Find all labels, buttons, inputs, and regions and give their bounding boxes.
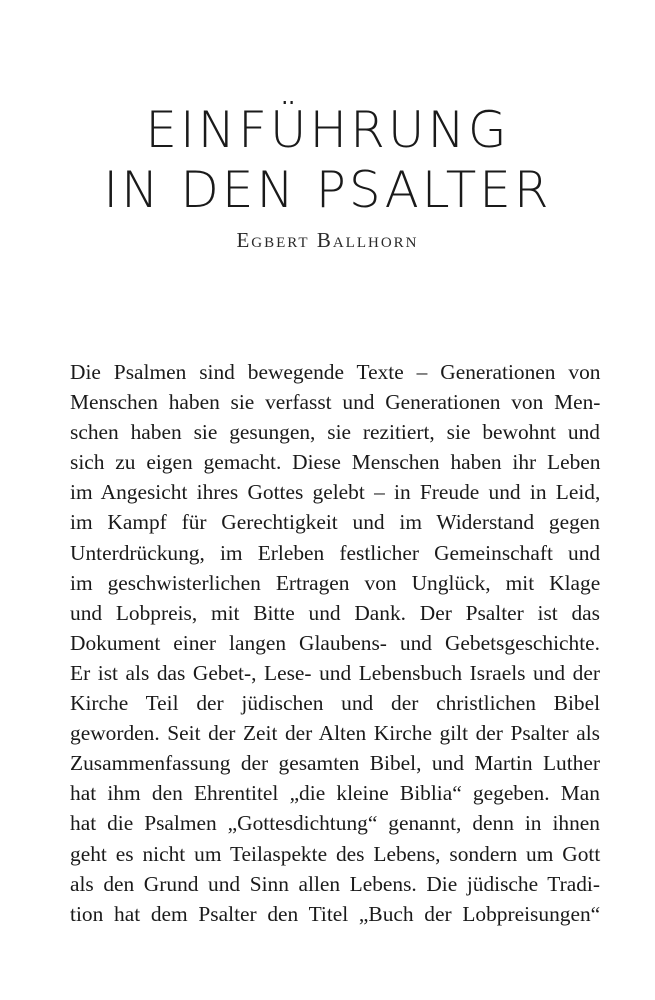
text-line: geworden. Seit der Zeit der Alten Kirche gilt der Psalter als [70, 721, 600, 746]
text-line: Er ist als das Gebet-, Lese- und Lebensbuch Israels und der [70, 660, 600, 685]
text-line: Menschen haben sie verfasst und Generationen von Men- [70, 390, 601, 415]
text-line: und Lobpreis, mit Bitte und Dank. Der Psalter ist das [70, 600, 600, 625]
text-line: Kirche Teil der jüdischen und der christlichen Bibel [70, 691, 601, 716]
text-line: schen haben sie gesungen, sie rezitiert, sie bewohnt und [70, 420, 600, 445]
text-line: Dokument einer langen Glaubens- und Gebetsgeschichte. [70, 630, 600, 655]
author-name: Egbert Ballhorn [236, 228, 419, 252]
text-line: im Kampf für Gerechtigkeit und im Widerstand gegen [70, 510, 600, 535]
body-paragraph [70, 357, 600, 929]
chapter-title-line-1: EINFÜHRUNG [145, 101, 510, 159]
text-line: als den Grund und Sinn allen Lebens. Die jüdische Tradi- [70, 871, 600, 896]
text-line: Die Psalmen sind bewegende Texte – Generationen von [70, 360, 601, 384]
text-line: hat die Psalmen „Gottesdichtung“ genannt, denn in ihnen [70, 811, 600, 836]
text-line: tion hat dem Psalter den Titel „Buch der Lobpreisungen“ [70, 901, 601, 926]
text-line: Unterdrückung, im Erleben festlicher Gemeinschaft und [70, 540, 601, 565]
text-line: hat ihm den Ehrentitel „die kleine Biblia“ gegeben. Man [70, 781, 600, 806]
text-line: Zusammenfassung der gesamten Bibel, und Martin Luther [70, 751, 600, 776]
chapter-title [0, 100, 655, 220]
text-line: im geschwisterlichen Ertragen von Unglück, mit Klage [70, 570, 601, 595]
chapter-title-line-2: IN DEN PSALTER [103, 161, 552, 219]
text-line: geht es nicht um Teilaspekte des Lebens, sondern um Gott [70, 841, 601, 866]
text-line: im Angesicht ihres Gottes gelebt – in Freude und in Leid, [70, 480, 601, 505]
text-line: sich zu eigen gemacht. Diese Menschen haben ihr Leben [70, 450, 601, 475]
